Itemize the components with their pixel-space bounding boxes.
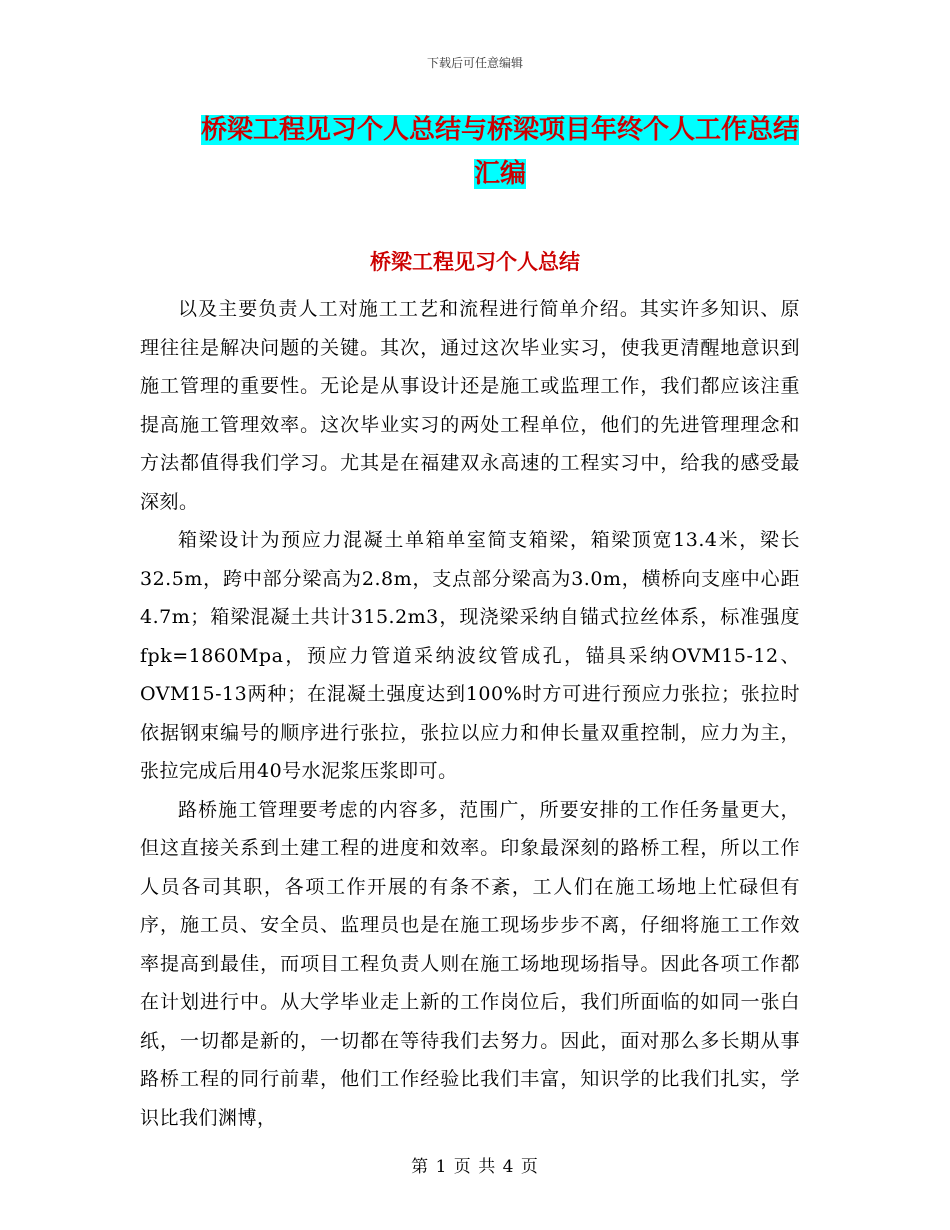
document-title-line2: 汇编 bbox=[473, 159, 526, 189]
section-title: 桥梁工程见习个人总结 bbox=[370, 249, 580, 274]
header-note: 下载后可任意编辑 bbox=[426, 56, 523, 70]
document-title bbox=[140, 108, 860, 196]
body-paragraph-1: 以及主要负责人工对施工工艺和流程进行简单介绍。其实许多知识、原理往往是解决问题的关键。其次，通过这次毕业实习，使我更清醒地意识到施工管理的重要性。无论是从事设计还是施工或监理工作，我们都应该注重提高施工管理效率。这次毕业实习的两处工程单位，他们的先进管理理念和方法都值得我们学习。尤其是在福建双永高速的工程实习中，给我的感受最深刻。 bbox=[140, 298, 800, 513]
document-body bbox=[140, 290, 800, 1137]
body-paragraph-3: 路桥施工管理要考虑的内容多，范围广，所要安排的工作任务量更大，但这直接关系到土建工程的进度和效率。印象最深刻的路桥工程，所以工作人员各司其职，各项工作开展的有条不紊，工人们在施工场地上忙碌但有序，施工员、安全员、监理员也是在施工现场步步不离，仔细将施工工作效率提高到最佳，而项目工程负责人则在施工场地现场指导。因此各项工作都在计划进行中。从大学毕业走上新的工作岗位后，我们所面临的如同一张白纸，一切都是新的，一切都在等待我们去努力。因此，面对那么多长期从事路桥工程的同行前辈，他们工作经验比我们丰富，知识学的比我们扎实，学识比我们渊博， bbox=[140, 798, 800, 1129]
page-footer: 第 1 页 共 4 页 bbox=[411, 1157, 539, 1177]
body-paragraph-2: 箱梁设计为预应力混凝土单箱单室简支箱梁，箱梁顶宽13.4米，梁长32.5m，跨中部分梁高为2.8m，支点部分梁高为3.0m，横桥向支座中心距4.7m；箱梁混凝土共计315.2m3，现浇梁采纳自锚式拉丝体系，标准强度fpk=1860Mpa，预应力管道采纳波纹管成孔，锚具采纳OVM15-12、OVM15-13两种；在混凝土强度达到100%时方可进行预应力张拉；张拉时依据钢束编号的顺序进行张拉，张拉以应力和伸长量双重控制，应力为主，张拉完成后用40号水泥浆压浆即可。 bbox=[140, 529, 800, 782]
document-title-line1: 桥梁工程见习个人总结与桥梁项目年终个人工作总结 bbox=[200, 115, 799, 145]
